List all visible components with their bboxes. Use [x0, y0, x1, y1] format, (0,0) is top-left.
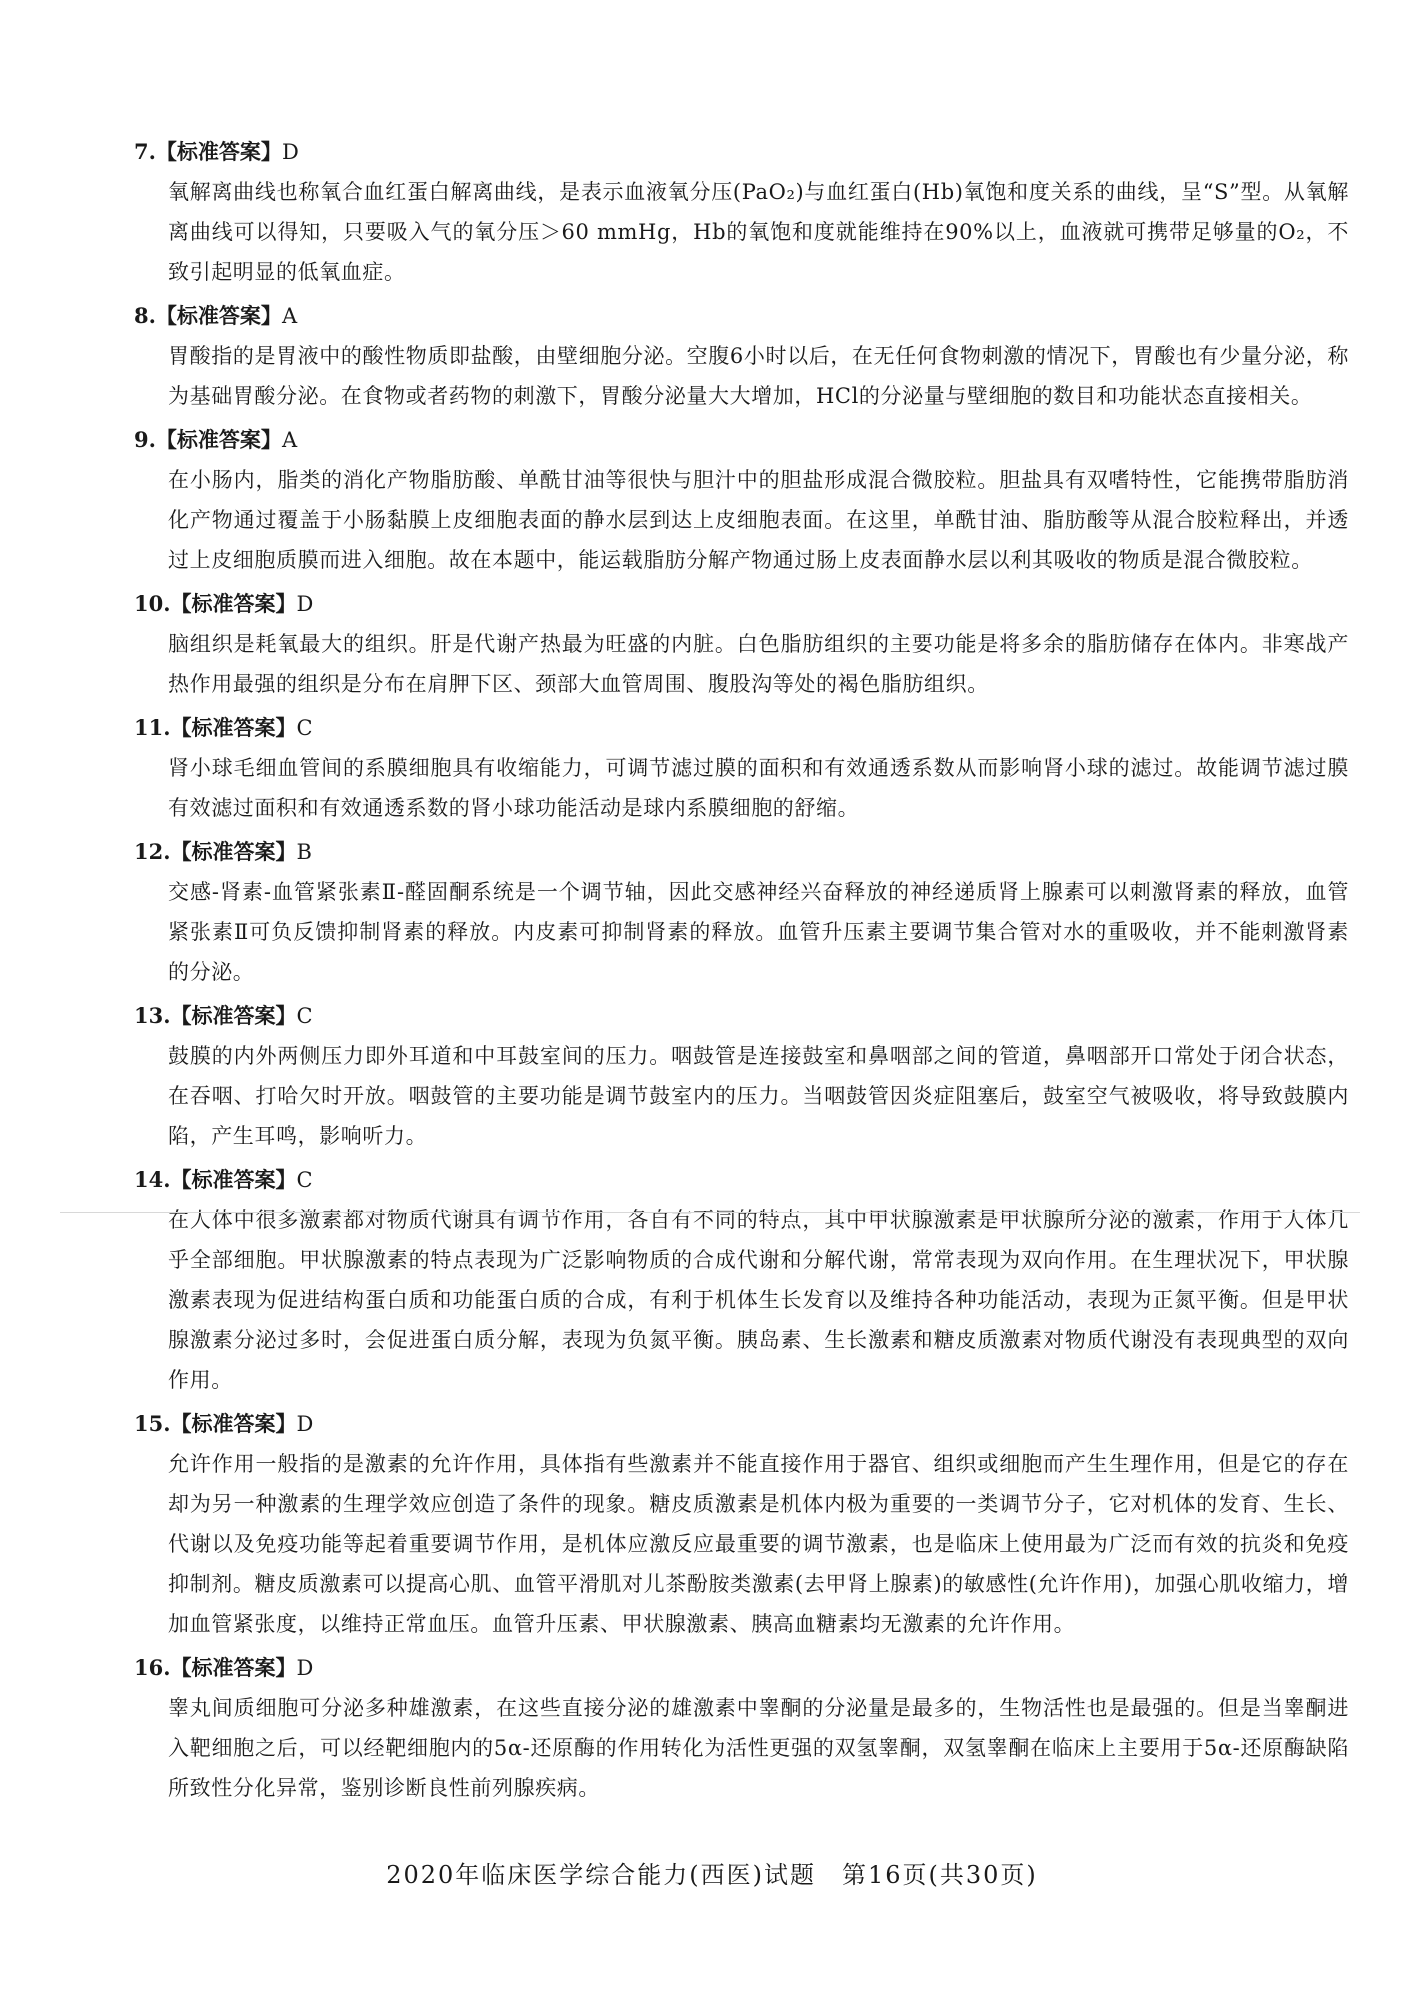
answer-choice: A	[281, 428, 298, 452]
answer-item-10	[134, 584, 1349, 704]
page-footer: 2020年临床医学综合能力(西医)试题 第16页(共30页)	[386, 1861, 1038, 1889]
answer-explanation: 肾小球毛细血管间的系膜细胞具有收缩能力，可调节滤过膜的面积和有效通透系数从而影响肾小球的滤过。故能调节滤过膜有效滤过面积和有效通透系数的肾小球功能活动是球内系膜细胞的舒缩。	[168, 756, 1349, 820]
answer-item-12	[134, 832, 1349, 992]
answer-explanation: 氧解离曲线也称氧合血红蛋白解离曲线，是表示血液氧分压(PaO₂)与血红蛋白(Hb)氧饱和度关系的曲线，呈“S”型。从氧解离曲线可以得知，只要吸入气的氧分压＞60 mmHg，Hb的氧饱和度就能维持在90%以上，血液就可携带足够量的O₂，不致引起明显的低氧血症。	[168, 180, 1349, 284]
answer-heading	[134, 1404, 1349, 1444]
answer-explanation: 在人体中很多激素都对物质代谢具有调节作用，各自有不同的特点，其中甲状腺激素是甲状腺所分泌的激素，作用于人体几乎全部细胞。甲状腺激素的特点表现为广泛影响物质的合成代谢和分解代谢，常常表现为双向作用。在生理状况下，甲状腺激素表现为促进结构蛋白质和功能蛋白质的合成，有利于机体生长发育以及维持各种功能活动，表现为正氮平衡。但是甲状腺激素分泌过多时，会促进蛋白质分解，表现为负氮平衡。胰岛素、生长激素和糖皮质激素对物质代谢没有表现典型的双向作用。	[168, 1208, 1349, 1392]
answer-label: 9.【标准答案】	[134, 427, 282, 452]
answer-explanation: 胃酸指的是胃液中的酸性物质即盐酸，由壁细胞分泌。空腹6小时以后，在无任何食物刺激的情况下，胃酸也有少量分泌，称为基础胃酸分泌。在食物或者药物的刺激下，胃酸分泌量大大增加，HCl的分泌量与壁细胞的数目和功能状态直接相关。	[168, 344, 1349, 408]
answer-label: 13.【标准答案】	[134, 1003, 297, 1028]
answer-label: 12.【标准答案】	[134, 839, 297, 864]
scan-fold-line	[60, 1212, 1360, 1213]
answer-choice: C	[296, 1168, 313, 1192]
answer-item-8	[134, 296, 1349, 416]
answer-label: 14.【标准答案】	[134, 1167, 297, 1192]
answer-heading	[134, 996, 1349, 1036]
answer-heading	[134, 708, 1349, 748]
answer-heading	[134, 1160, 1349, 1200]
answer-item-16	[134, 1648, 1349, 1808]
answer-item-11	[134, 708, 1349, 828]
answer-heading	[134, 584, 1349, 624]
answer-explanation: 允许作用一般指的是激素的允许作用，具体指有些激素并不能直接作用于器官、组织或细胞而产生生理作用，但是它的存在却为另一种激素的生理学效应创造了条件的现象。糖皮质激素是机体内极为重要的一类调节分子，它对机体的发育、生长、代谢以及免疫功能等起着重要调节作用，是机体应激反应最重要的调节激素，也是临床上使用最为广泛而有效的抗炎和免疫抑制剂。糖皮质激素可以提高心肌、血管平滑肌对儿茶酚胺类激素(去甲肾上腺素)的敏感性(允许作用)，加强心肌收缩力，增加血管紧张度，以维持正常血压。血管升压素、甲状腺激素、胰高血糖素均无激素的允许作用。	[168, 1452, 1349, 1636]
answer-choice: D	[296, 592, 314, 616]
answer-label: 7.【标准答案】	[134, 139, 282, 164]
answer-choice: B	[296, 840, 312, 864]
answer-list	[134, 132, 1349, 1812]
answer-item-15	[134, 1404, 1349, 1644]
answer-heading	[134, 296, 1349, 336]
answer-explanation: 鼓膜的内外两侧压力即外耳道和中耳鼓室间的压力。咽鼓管是连接鼓室和鼻咽部之间的管道，鼻咽部开口常处于闭合状态，在吞咽、打哈欠时开放。咽鼓管的主要功能是调节鼓室内的压力。当咽鼓管因炎症阻塞后，鼓室空气被吸收，将导致鼓膜内陷，产生耳鸣，影响听力。	[168, 1044, 1349, 1148]
answer-heading	[134, 832, 1349, 872]
answer-choice: D	[281, 140, 299, 164]
answer-choice: C	[296, 1004, 313, 1028]
answer-explanation: 脑组织是耗氧最大的组织。肝是代谢产热最为旺盛的内脏。白色脂肪组织的主要功能是将多余的脂肪储存在体内。非寒战产热作用最强的组织是分布在肩胛下区、颈部大血管周围、腹股沟等处的褐色脂肪组织。	[168, 632, 1349, 696]
answer-heading	[134, 1648, 1349, 1688]
answer-choice: A	[281, 304, 298, 328]
answer-item-14	[134, 1160, 1349, 1400]
answer-explanation: 在小肠内，脂类的消化产物脂肪酸、单酰甘油等很快与胆汁中的胆盐形成混合微胶粒。胆盐具有双嗜特性，它能携带脂肪消化产物通过覆盖于小肠黏膜上皮细胞表面的静水层到达上皮细胞表面。在这里，单酰甘油、脂肪酸等从混合胶粒释出，并透过上皮细胞质膜而进入细胞。故在本题中，能运载脂肪分解产物通过肠上皮表面静水层以利其吸收的物质是混合微胶粒。	[168, 468, 1349, 572]
answer-choice: C	[296, 716, 313, 740]
answer-label: 8.【标准答案】	[134, 303, 282, 328]
answer-label: 16.【标准答案】	[134, 1655, 297, 1680]
answer-choice: D	[296, 1412, 314, 1436]
answer-choice: D	[296, 1656, 314, 1680]
answer-heading	[134, 420, 1349, 460]
answer-explanation: 交感-肾素-血管紧张素Ⅱ-醛固酮系统是一个调节轴，因此交感神经兴奋释放的神经递质肾上腺素可以刺激肾素的释放，血管紧张素Ⅱ可负反馈抑制肾素的释放。内皮素可抑制肾素的释放。血管升压素主要调节集合管对水的重吸收，并不能刺激肾素的分泌。	[168, 880, 1349, 984]
answer-label: 10.【标准答案】	[134, 591, 297, 616]
answer-heading	[134, 132, 1349, 172]
answer-item-13	[134, 996, 1349, 1156]
answer-item-7	[134, 132, 1349, 292]
answer-explanation: 睾丸间质细胞可分泌多种雄激素，在这些直接分泌的雄激素中睾酮的分泌量是最多的，生物活性也是最强的。但是当睾酮进入靶细胞之后，可以经靶细胞内的5α-还原酶的作用转化为活性更强的双氢睾酮，双氢睾酮在临床上主要用于5α-还原酶缺陷所致性分化异常，鉴别诊断良性前列腺疾病。	[168, 1696, 1349, 1800]
answer-label: 15.【标准答案】	[134, 1411, 297, 1436]
answer-label: 11.【标准答案】	[134, 715, 297, 740]
answer-item-9	[134, 420, 1349, 580]
